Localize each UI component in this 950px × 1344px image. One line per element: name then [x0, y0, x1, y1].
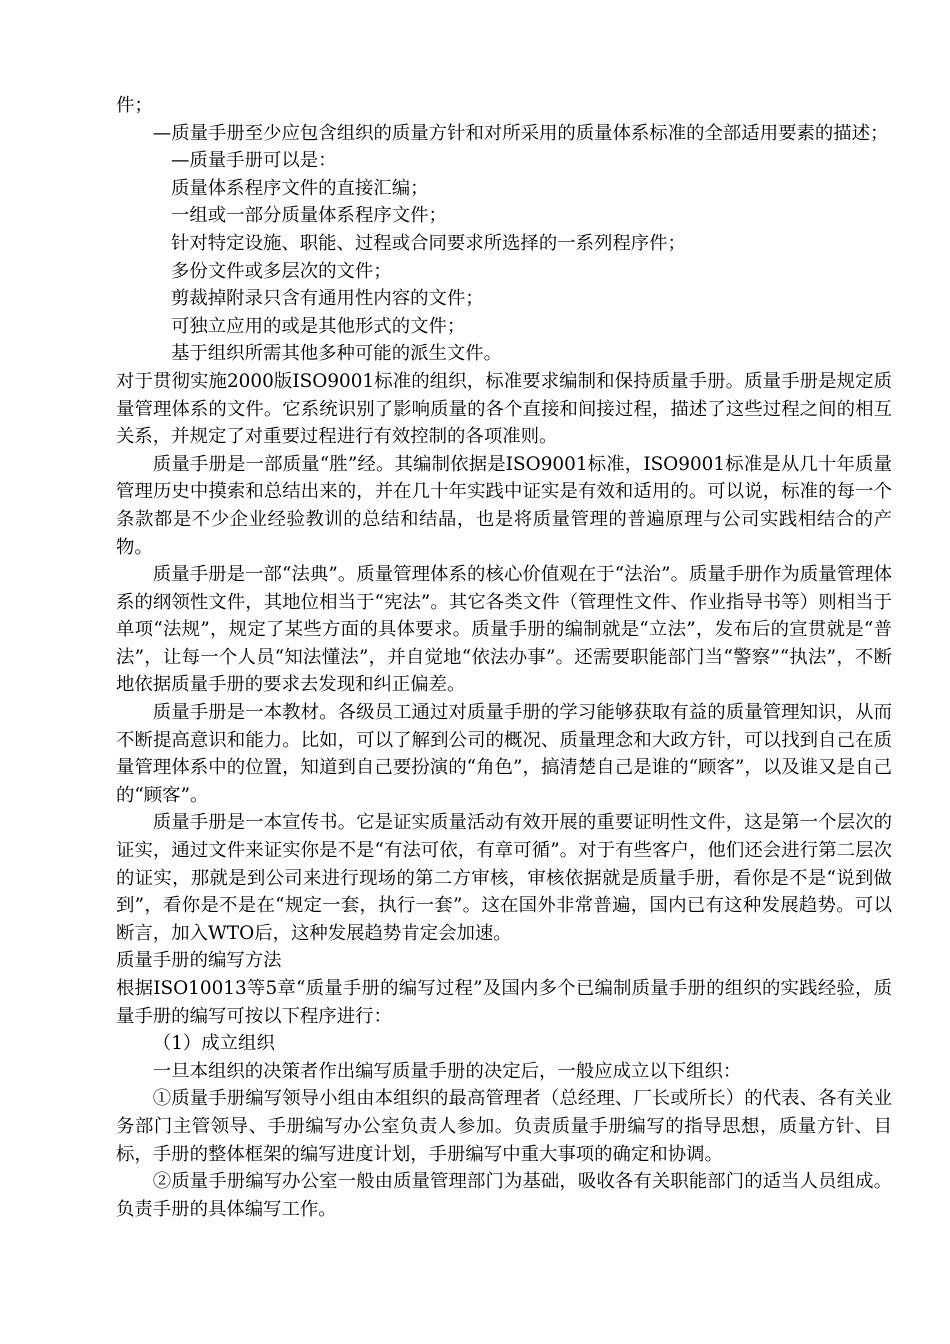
list-item: 质量体系程序文件的直接汇编；	[171, 177, 429, 199]
list-item: 多份文件或多层次的文件；	[171, 260, 392, 282]
section-heading: 质量手册的编写方法	[116, 950, 282, 972]
list-item: 基于组织所需其他多种可能的派生文件。	[171, 343, 503, 365]
paragraph-leading-group: ①质量手册编写领导小组由本组织的最高管理者（总经理、厂长或所长）的代表、各有关业务部门主管领导、手册编写办公室负责人参加。负责质量手册编写的指导思想，质量方针、目标，手册的整体框架的编写进度计划，手册编写中重大事项的确定和协调。	[116, 1088, 892, 1165]
document-page	[116, 92, 892, 1223]
paragraph-textbook: 质量手册是一本教材。各级员工通过对质量手册的学习能够获取有益的质量管理知识，从而不断提高意识和能力。比如，可以了解到公司的概况、质量理念和大政方针，可以找到自己在质量管理体系中的位置，知道到自己要扮演的“角色”，搞清楚自己是谁的“顾客”，以及谁又是自己的“顾客”。	[116, 702, 892, 806]
paragraph-writing-office: ②质量手册编写办公室一般由质量管理部门为基础，吸收各有关职能部门的适当人员组成。负责手册的具体编写工作。	[116, 1171, 892, 1220]
paragraph-quality-scripture: 质量手册是一部质量“胜”经。其编制依据是ISO9001标准，ISO9001标准是从几十年质量管理历史中摸索和总结出来的，并在几十年实践中证实是有效和适用的。可以说，标准的每一个条款都是不少企业经验教训的总结和结晶，也是将质量管理的普遍原理与公司实践相结合的产物。	[116, 453, 892, 558]
paragraph-2: —质量手册至少应包含组织的质量方针和对所采用的质量体系标准的全部适用要素的描述；	[152, 122, 889, 144]
list-item: 针对特定设施、职能、过程或合同要求所选择的一系列程序件；	[171, 232, 686, 254]
list-item: 可独立应用的或是其他形式的文件；	[171, 315, 466, 337]
subsection-heading: （1）成立组织	[152, 1033, 275, 1055]
list-item: 一组或一部分质量体系程序文件；	[171, 205, 447, 227]
paragraph-1: 件；	[116, 95, 153, 116]
paragraph-iso9001-requirement: 对于贯彻实施2000版ISO9001标准的组织，标准要求编制和保持质量手册。质量手册是规定质量管理体系的文件。它系统识别了影响质量的各个直接和间接过程，描述了这些过程之间的相互关系，并规定了对重要过程进行有效控制的各项准则。	[116, 370, 892, 448]
paragraph-code-of-law: 质量手册是一部“法典”。质量管理体系的核心价值观在于“法治”。质量手册作为质量管理体系的纲领性文件，其地位相当于“宪法”。其它各类文件（管理性文件、作业指导书等）则相当于单项“法规”，规定了某些方面的具体要求。质量手册的编制就是“立法”，发布后的宣贯就是“普法”，让每一个人员“知法懂法”，并自觉地“依法办事”。还需要职能部门当“警察”“执法”，不断地依据质量手册的要求去发现和纠正偏差。	[116, 564, 892, 696]
paragraph-writing-procedure: 根据ISO10013等5章“质量手册的编写过程”及国内多个已编制质量手册的组织的实践经验，质量手册的编写可按以下程序进行：	[116, 978, 892, 1027]
paragraph-promotion-book: 质量手册是一本宣传书。它是证实质量活动有效开展的重要证明性文件，这是第一个层次的证实，通过文件来证实你是不是“有法可依，有章可循”。对于有些客户，他们还会进行第二层次的证实，那就是到公司来进行现场的第二方审核，审核依据就是质量手册，看你是不是“说到做到”，看你是不是在“规定一套，执行一套”。这在国外非常普遍，国内已有这种发展趋势。可以断言，加入WTO后，这种发展趋势肯定会加速。	[116, 812, 892, 944]
list-item: 剪裁掉附录只含有通用性内容的文件；	[171, 288, 484, 310]
list-intro: —质量手册可以是：	[171, 150, 337, 172]
paragraph-organization-setup: 一旦本组织的决策者作出编写质量手册的决定后，一般应成立以下组织：	[152, 1060, 742, 1082]
